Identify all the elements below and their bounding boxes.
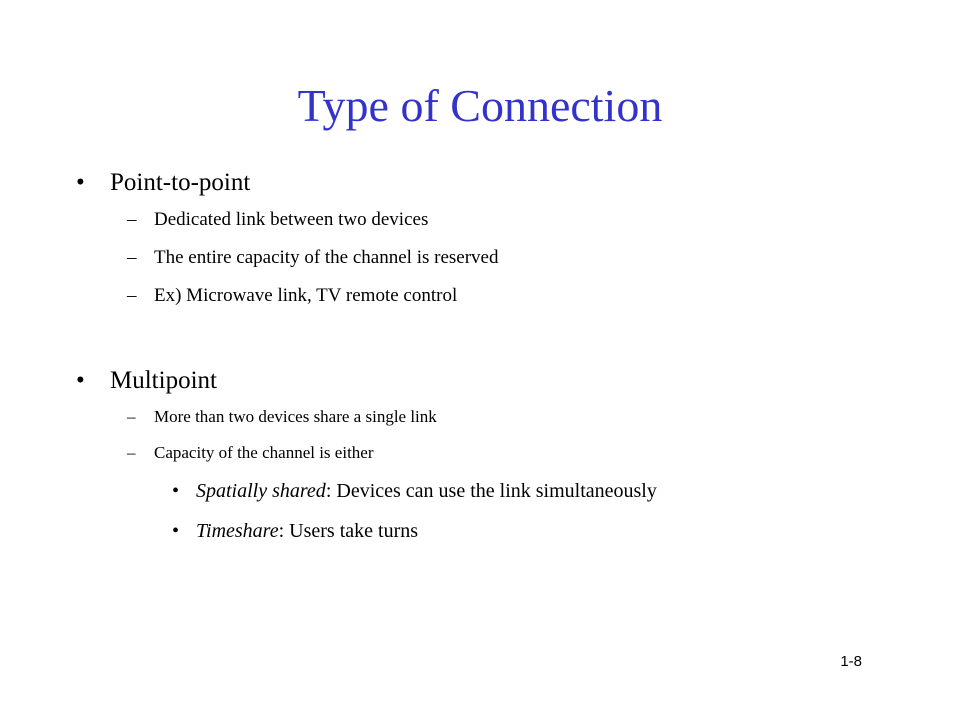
bullet-point-to-point <box>72 168 932 198</box>
sub-item-text: Capacity of the channel is either <box>154 443 374 462</box>
sub-list-multipoint <box>72 406 932 544</box>
bullet-mark: • <box>172 480 180 502</box>
bullet-multipoint <box>72 366 932 396</box>
sub-item <box>72 284 932 308</box>
sub-item-text: More than two devices share a single link <box>154 407 437 426</box>
sub-item-text: Dedicated link between two devices <box>154 209 429 230</box>
section-gap <box>72 322 932 366</box>
sub-item-text: The entire capacity of the channel is reserved <box>154 247 499 268</box>
term-spatially-shared: Spatially shared <box>196 480 326 502</box>
bullet-mark: • <box>76 367 85 394</box>
bullet-mark: • <box>76 169 85 196</box>
section-heading: Point-to-point <box>110 169 251 196</box>
dash-mark: – <box>127 209 137 230</box>
dash-mark: – <box>127 407 136 426</box>
sub-item-text: Ex) Microwave link, TV remote control <box>154 285 458 306</box>
dash-mark: – <box>127 285 137 306</box>
dash-mark: – <box>127 443 136 462</box>
sub-item <box>72 208 932 232</box>
term-description: : Devices can use the link simultaneously <box>325 480 657 502</box>
section-heading: Multipoint <box>110 367 217 394</box>
slide-title: Type of Connection <box>297 80 663 131</box>
term-description: : Users take turns <box>278 520 419 542</box>
bullet-mark: • <box>172 520 180 542</box>
sub-item <box>72 246 932 270</box>
sub-sub-item <box>72 478 932 504</box>
sub-list-point-to-point <box>72 208 932 308</box>
sub-item <box>72 442 932 464</box>
slide-content <box>72 168 932 558</box>
dash-mark: – <box>127 247 137 268</box>
sub-item <box>72 406 932 428</box>
term-timeshare: Timeshare <box>196 520 279 542</box>
page-number: 1-8 <box>840 653 862 670</box>
sub-sub-item <box>72 518 932 544</box>
